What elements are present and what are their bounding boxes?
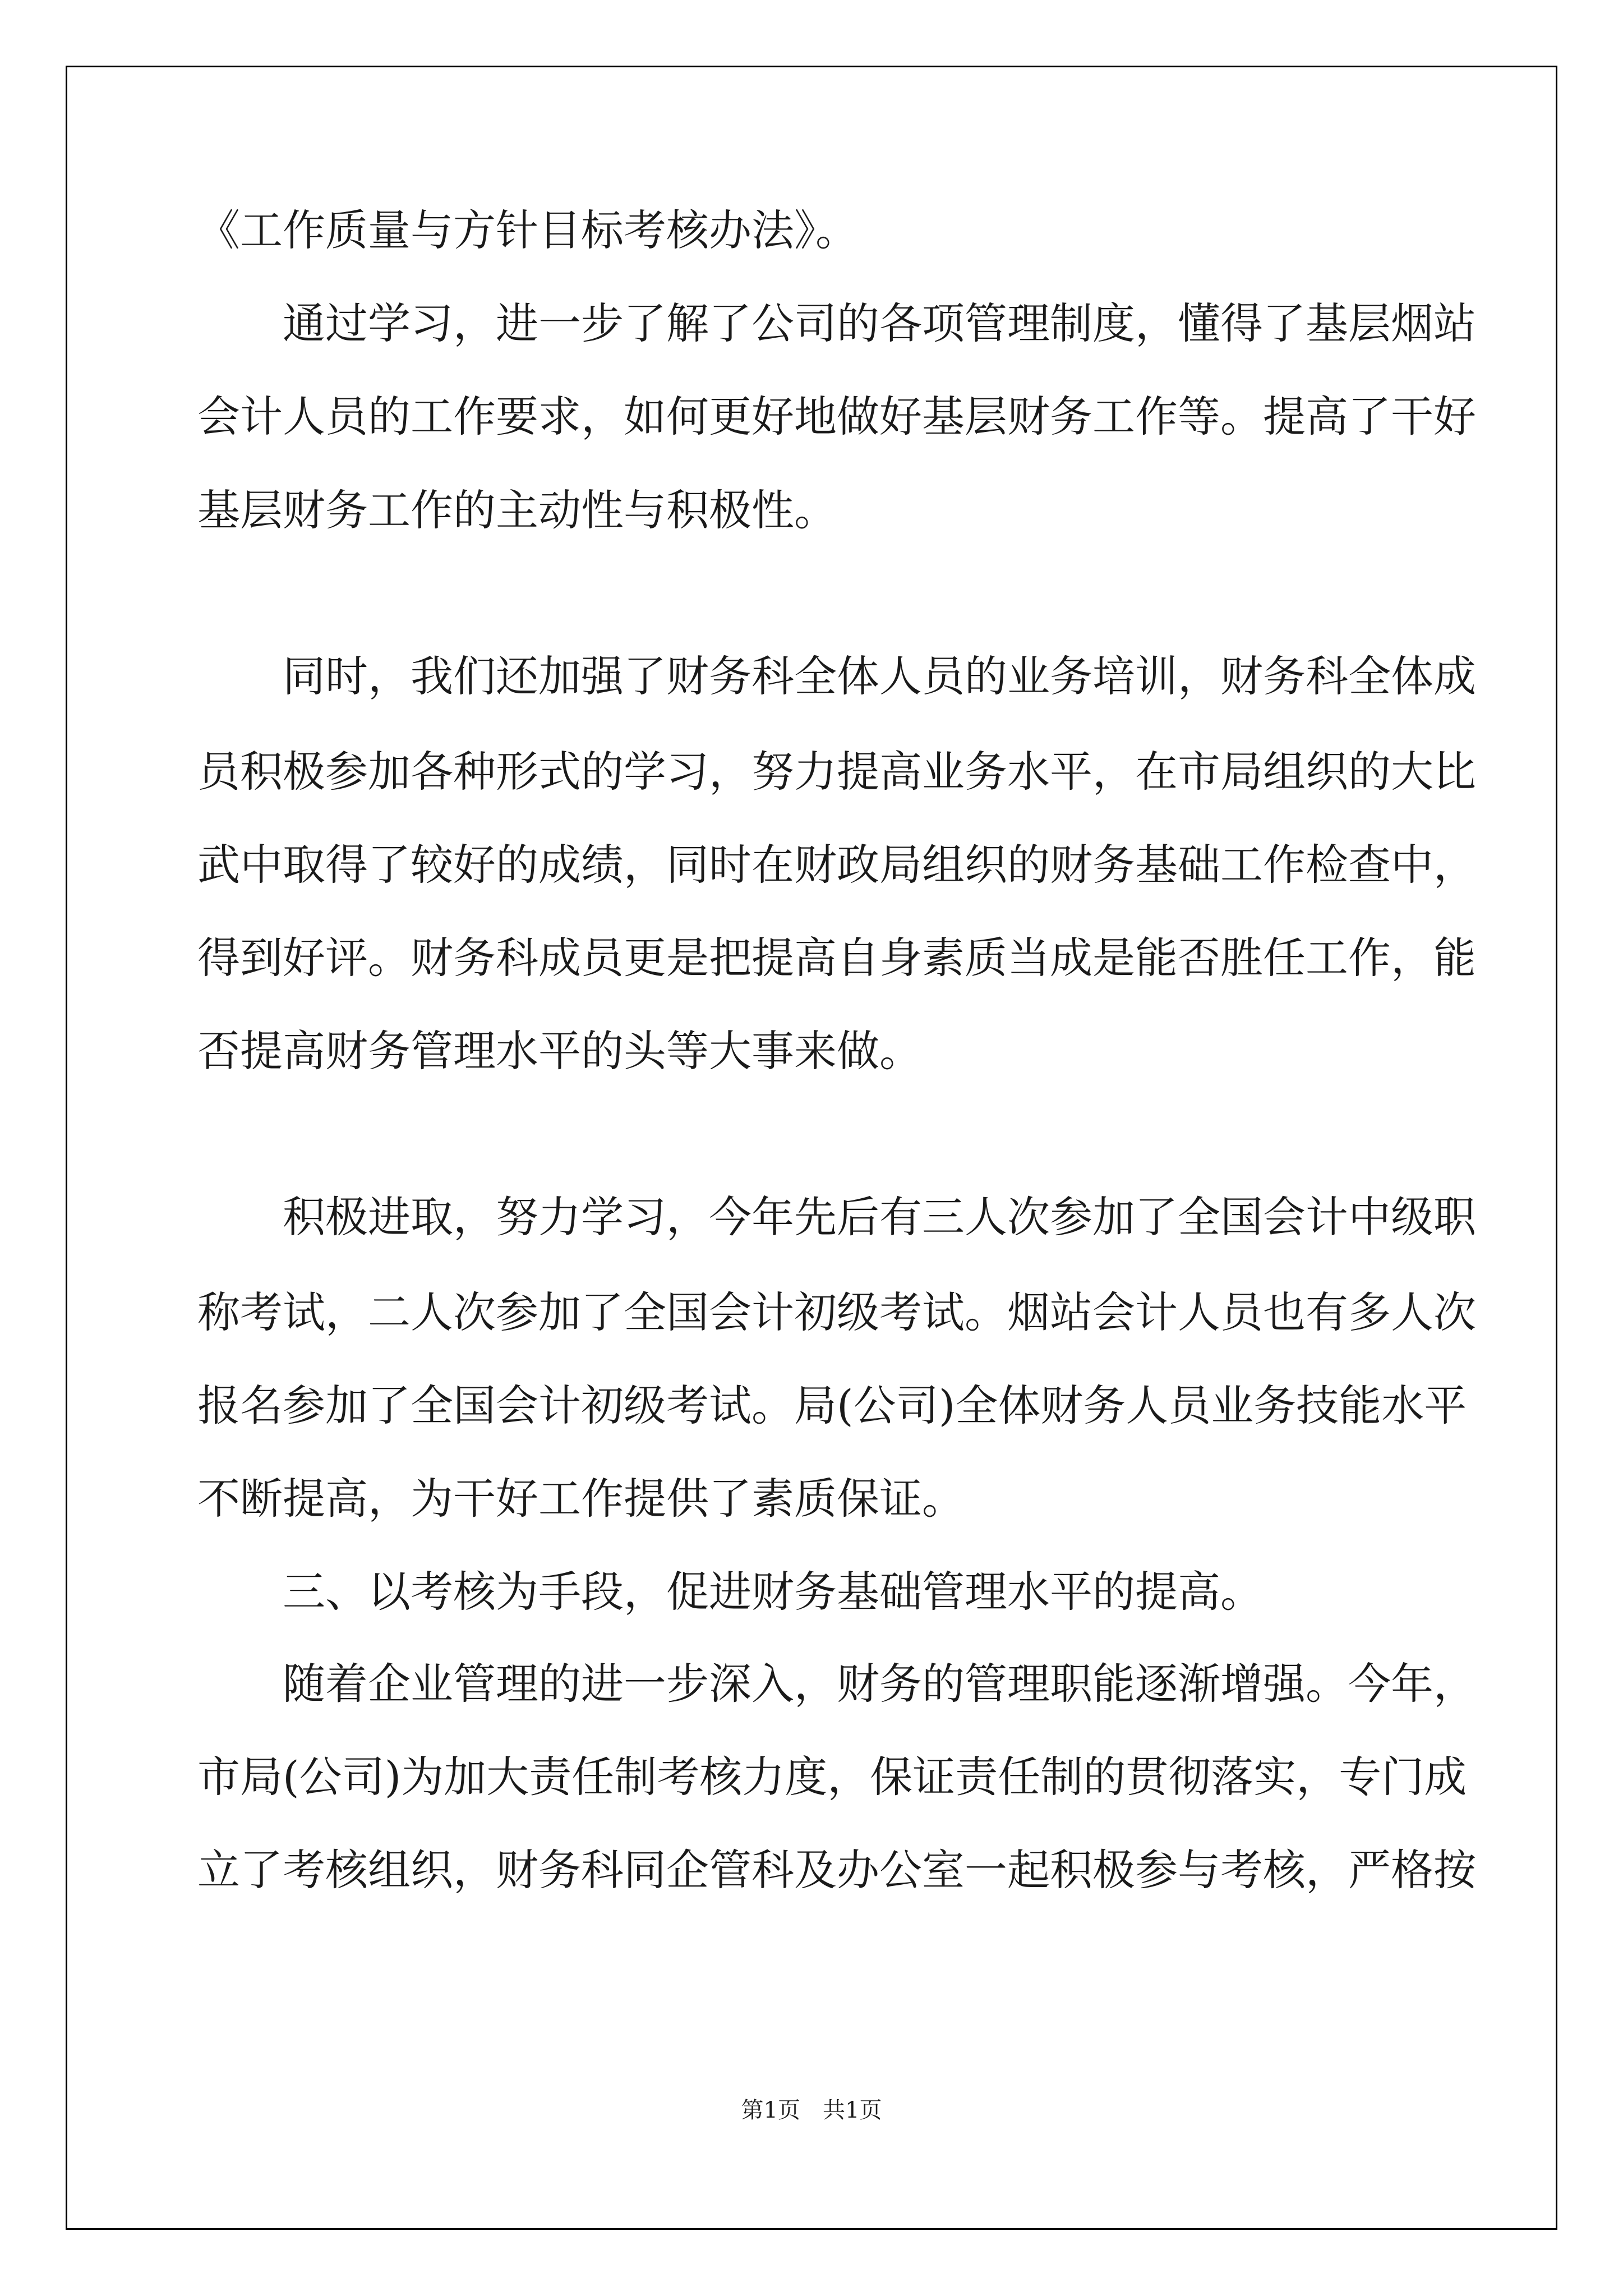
paragraph-first-line: 通过学习，进一步了解了公司的各项管理制度，懂得了基层烟站 [283,298,1476,348]
paragraph-first-line: 随着企业管理的进一步深入，财务的管理职能逐渐增强。今年， [283,1659,1476,1709]
text-line: 基层财务工作的主动性与积极性。 [197,485,837,535]
text-line: 否提高财务管理水平的头等大事来做。 [197,1026,922,1076]
text-line: 得到好评。财务科成员更是把提高自身素质当成是能否胜任工作，能 [197,933,1476,983]
text-line: 员积极参加各种形式的学习，努力提高业务水平，在市局组织的大比 [197,747,1476,797]
text-line: 称考试，二人次参加了全国会计初级考试。烟站会计人员也有多人次 [197,1287,1476,1337]
text-line: 立了考核组织，财务科同企管科及办公室一起积极参与考核，严格按 [197,1845,1476,1895]
document-body [197,0,1476,2076]
text-line: 武中取得了较好的成绩，同时在财政局组织的财务基础工作检查中， [197,840,1476,890]
text-line: 不断提高，为干好工作提供了素质保证。 [197,1474,965,1524]
section-heading: 三、以考核为手段，促进财务基础管理水平的提高。 [283,1567,1263,1617]
paragraph-first-line: 积极进取，努力学习，今年先后有三人次参加了全国会计中级职 [283,1192,1476,1242]
page-number: 第1页 共1页 [741,2097,882,2123]
text-line: 报名参加了全国会计初级考试。局(公司)全体财务人员业务技能水平 [197,1381,1467,1430]
text-line: 会计人员的工作要求，如何更好地做好基层财务工作等。提高了干好 [197,392,1476,441]
text-line: 《工作质量与方针目标考核办法》。 [197,205,858,255]
text-line: 市局(公司)为加大责任制考核力度，保证责任制的贯彻落实，专门成 [197,1752,1467,1802]
paragraph-first-line: 同时，我们还加强了财务科全体人员的业务培训，财务科全体成 [283,651,1476,701]
